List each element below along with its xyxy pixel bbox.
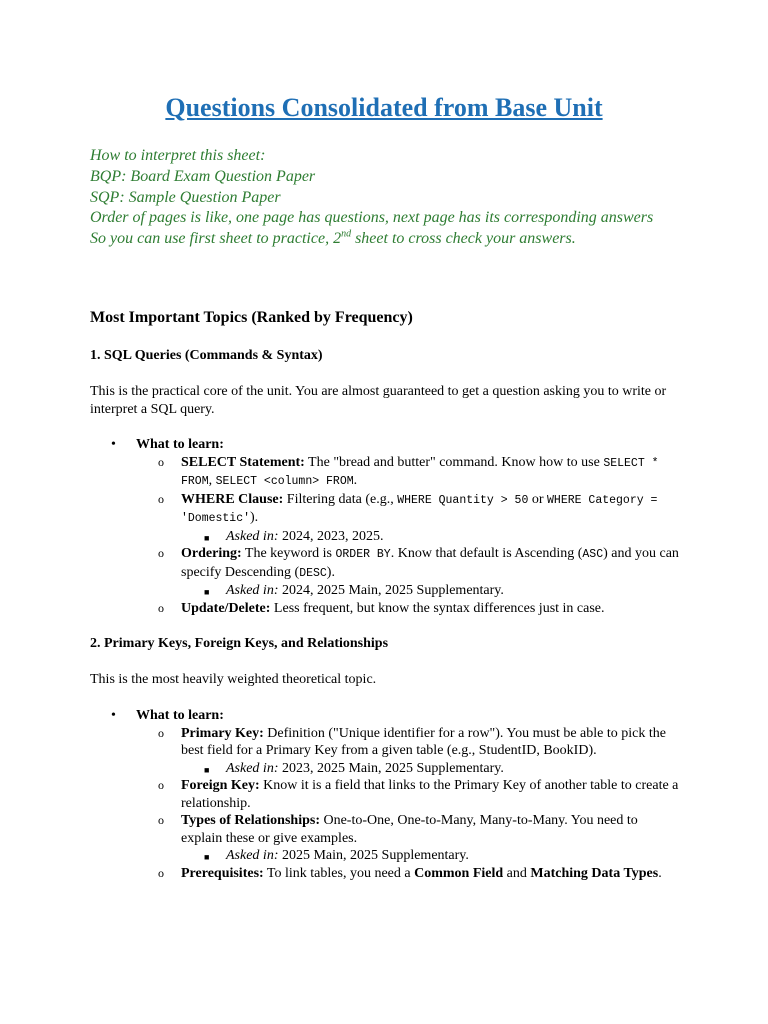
item-text: , <box>208 473 216 488</box>
bullet-icon: • <box>111 708 116 723</box>
list-item-foreign-key <box>0 777 681 812</box>
asked-label: Asked in: <box>226 583 279 598</box>
list-item <box>0 707 768 725</box>
asked-years: 2023, 2025 Main, 2025 Supplementary. <box>278 760 504 776</box>
list-label: What to learn: <box>136 708 224 723</box>
list-item-ordering <box>0 545 681 582</box>
circle-bullet-icon: o <box>158 813 164 827</box>
list-item-select <box>0 454 681 491</box>
list-item-asked <box>0 847 686 865</box>
code-snippet: ORDER BY <box>335 548 391 561</box>
item-text: To link tables, you need a <box>263 865 415 881</box>
item-text: One-to-One, One-to-Many, Many-to-Many. You need to explain these or give examples. <box>181 813 638 846</box>
item-label: Types of Relationships: <box>181 813 320 828</box>
code-snippet: DESC <box>299 566 327 580</box>
section-heading-keys: 2. Primary Keys, Foreign Keys, and Relationships <box>90 636 389 651</box>
square-bullet-icon: ■ <box>204 764 210 775</box>
code-snippet: WHERE Quantity > 50 <box>397 493 529 507</box>
item-label: Primary Key: <box>181 725 264 741</box>
asked-years: 2024, 2025 Main, 2025 Supplementary. <box>278 583 504 598</box>
intro-text: So you can use first sheet to practice, 2 <box>90 230 342 248</box>
item-text: Definition ("Unique identifier for a row"). You must be able to pick the best field for a Primary Key from a given table (e.g., StudentID, BookID). <box>181 725 666 758</box>
circle-bullet-icon: o <box>158 778 164 792</box>
circle-bullet-icon: o <box>158 865 164 880</box>
asked-years: 2024, 2023, 2025. <box>278 528 384 544</box>
item-label: SELECT Statement: <box>181 454 305 470</box>
sql-topic-list <box>0 436 768 617</box>
intro-notes <box>90 146 690 250</box>
section-heading-sql: 1. SQL Queries (Commands & Syntax) <box>90 348 323 363</box>
list-item-primary-key <box>0 725 681 760</box>
item-text: . <box>658 865 662 881</box>
intro-line: BQP: Board Exam Question Paper <box>90 167 316 185</box>
item-label: WHERE Clause: <box>181 491 284 507</box>
circle-bullet-icon: o <box>158 600 164 615</box>
item-emphasis: Matching Data Types <box>530 865 659 881</box>
list-item-update <box>0 600 681 618</box>
item-text: or <box>528 491 548 507</box>
item-label: Prerequisites: <box>181 865 264 881</box>
page-title: Questions Consolidated from Base Unit <box>165 93 603 122</box>
item-text: . Know that default is Ascending ( <box>390 546 583 561</box>
square-bullet-icon: ■ <box>204 852 210 862</box>
item-text: Less frequent, but know the syntax differences just in case. <box>270 600 605 616</box>
intro-line: SQP: Sample Question Paper <box>90 188 281 206</box>
asked-label: Asked in: <box>226 528 279 544</box>
list-label: What to learn: <box>136 437 224 452</box>
circle-bullet-icon: o <box>158 546 164 560</box>
item-text: and <box>503 865 531 881</box>
section-intro-keys <box>90 671 690 689</box>
item-text: . <box>353 473 358 488</box>
code-snippet: SELECT * FROM <box>181 456 659 488</box>
intro-superscript: nd <box>341 228 352 240</box>
asked-label: Asked in: <box>226 848 279 863</box>
intro-line <box>90 229 690 250</box>
item-text: ). <box>326 564 335 580</box>
list-item-asked <box>0 582 686 600</box>
square-bullet-icon: ■ <box>204 587 210 597</box>
item-text: The keyword is <box>241 546 336 561</box>
item-label: Ordering: <box>181 546 242 561</box>
keys-topic-list <box>0 707 768 882</box>
intro-line: Order of pages is like, one page has questions, next page has its corresponding answers <box>90 209 654 227</box>
list-item-relationships <box>0 812 681 847</box>
item-label: Update/Delete: <box>181 600 271 616</box>
intro-line: How to interpret this sheet: <box>90 147 266 164</box>
circle-bullet-icon: o <box>158 491 164 506</box>
list-item-where <box>0 491 681 528</box>
item-emphasis: Common Field <box>414 865 504 881</box>
item-text: The "bread and butter" command. Know how to use <box>304 454 604 470</box>
code-snippet: SELECT <column> FROM <box>215 475 354 488</box>
code-snippet: ASC <box>582 548 604 561</box>
list-item-asked <box>0 760 686 778</box>
list-item <box>0 436 768 454</box>
list-item-prerequisites <box>0 865 681 883</box>
item-label: Foreign Key: <box>181 778 260 793</box>
item-text: ) and you can specify Descending ( <box>181 546 679 580</box>
bullet-icon: • <box>111 437 116 452</box>
asked-label: Asked in: <box>226 760 279 776</box>
circle-bullet-icon: o <box>158 725 164 740</box>
intro-text: sheet to cross check your answers. <box>351 230 576 248</box>
circle-bullet-icon: o <box>158 454 164 469</box>
item-text: Filtering data (e.g., <box>283 491 398 507</box>
paragraph: This is the practical core of the unit. You are almost guaranteed to get a question asking you to write or interpret a SQL query. <box>90 384 667 417</box>
main-heading: Most Important Topics (Ranked by Frequency) <box>90 309 413 326</box>
section-intro-sql <box>90 383 690 418</box>
code-snippet: WHERE Category = 'Domestic' <box>181 493 658 525</box>
list-item-asked <box>0 528 686 546</box>
asked-years: 2025 Main, 2025 Supplementary. <box>278 848 469 863</box>
item-text: ). <box>250 510 259 525</box>
item-text: Know it is a field that links to the Primary Key of another table to create a relationship. <box>181 778 679 811</box>
paragraph: This is the most heavily weighted theoretical topic. <box>90 672 377 687</box>
square-bullet-icon: ■ <box>204 532 210 543</box>
